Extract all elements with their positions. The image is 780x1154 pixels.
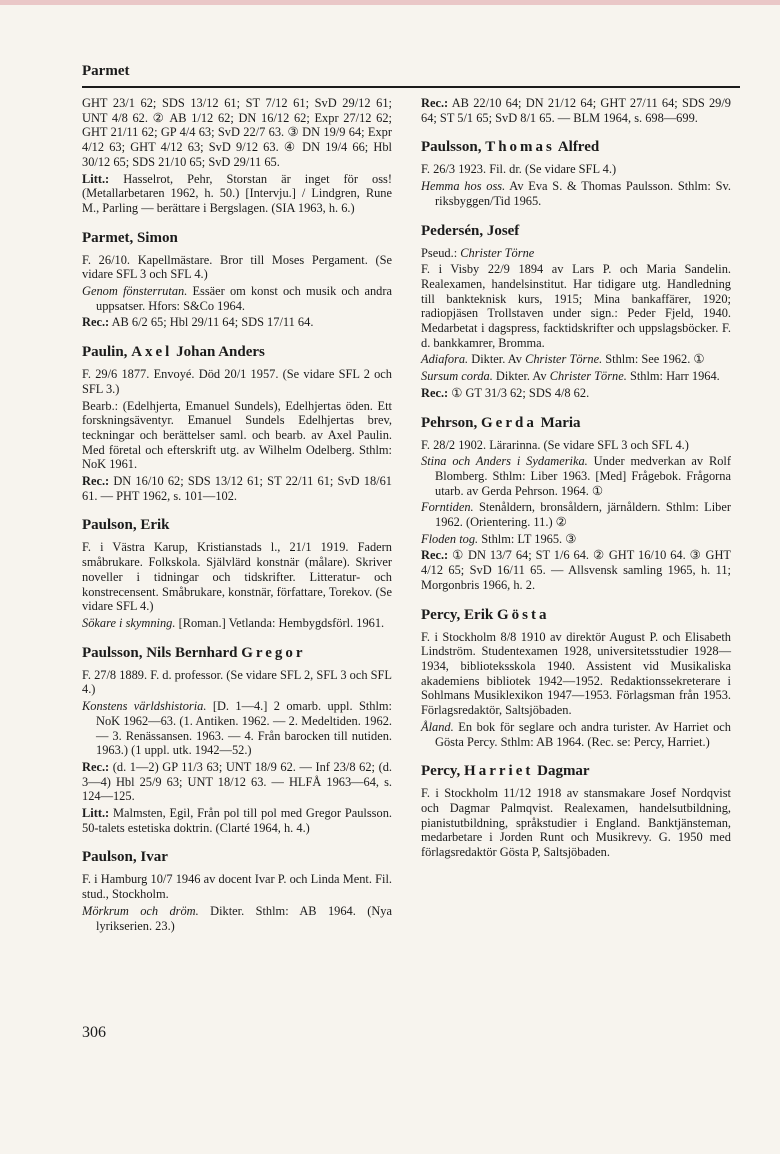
- heading-part: Dagmar: [533, 763, 590, 780]
- heading-part: Paulsson,: [421, 139, 486, 156]
- work-item: [421, 454, 731, 498]
- work-details: Essäer om konst och musik och andra uppsatser. Hfors: S&Co 1964.: [96, 284, 392, 313]
- work-title: Adiafora.: [421, 352, 469, 367]
- bio-text: F. 26/3 1923. Fil. dr. (Se vidare SFL 4.): [421, 162, 617, 177]
- work-title: Sökare i skymning.: [82, 615, 176, 630]
- bio-text: F. i Visby 22/9 1894 av Lars P. och Maria Sandelin. Realexamen, handelsinstitut. Har tidigare utg. Handledning till bankteknisk kurs, 1915; Mina bankaffärer, 1920; radiopjäsen Trollstaven under sign.: Peder Fjeld, 1940. Medarbetat i dagspress, facktidskrifter och uppslagsböcker. F. d. bankkamrer, Bromma.: [421, 262, 731, 350]
- entry-parmet-simon: [82, 230, 392, 331]
- work-details: Under medverkan av Rolf Blomberg. Sthlm: Liber 1963. [Med] Frågebok. Frågorna utarb. av Gerda Pehrson. 1964. ①: [435, 454, 731, 498]
- work-title: Mörkrum och dröm.: [82, 903, 199, 918]
- entry-paulsson-nils: [82, 645, 392, 836]
- pseud-name: Christer Törne: [460, 245, 535, 260]
- heading-part: Percy,: [421, 763, 465, 780]
- work-details: Dikter. Av: [468, 352, 526, 367]
- entry-heading: [421, 763, 731, 780]
- reviews-text: [421, 386, 731, 401]
- entry-heading: Pedersén, Josef: [421, 222, 520, 239]
- bio-text: F. 29/6 1877. Envoyé. Död 20/1 1957. (Se vidare SFL 2 och SFL 3.): [82, 367, 392, 396]
- entry-percy-harriet: [421, 763, 731, 860]
- rec-label: Rec.:: [421, 385, 449, 400]
- heading-part: Pehrson,: [421, 414, 481, 431]
- page-edge: [0, 0, 780, 5]
- work-item: [82, 616, 392, 631]
- work-item: [421, 500, 731, 529]
- work-details: [Roman.] Vetlanda: Hembygdsförl. 1961.: [175, 615, 385, 630]
- entry-percy-erik: [421, 607, 731, 750]
- reviews-text: GHT 23/1 62; SDS 13/12 61; ST 7/12 61; SvD 29/12 61; UNT 4/8 62. ② AB 1/12 62; DN 16/12 62; Expr 27/12 62; GHT 21/11 62; GP 4/4 63; SvD 22/7 63. ③ DN 19/9 64; Expr 4/12 63; GHT 4/12 63; SvD 9/12 63. ④ DN 19/4 66; Hbl 30/12 65; SDS 21/10 65; SvD 29/11 65.: [82, 96, 392, 169]
- heading-spaced: Gerda: [481, 414, 537, 431]
- rec-text: (d. 1—2) GP 11/3 63; UNT 18/9 62. — Inf 23/8 62; (d. 3—4) Hbl 25/9 63; UNT 18/12 63. — HLFÅ 1963—64, s. 124—125.: [82, 759, 392, 804]
- right-column: [421, 96, 731, 874]
- rec-text: AB 22/10 64; DN 21/12 64; GHT 27/11 64; SDS 29/9 64; ST 5/1 65; SvD 8/1 65. — BLM 1964, s. 698—699.: [421, 96, 731, 125]
- rec-text: ① GT 31/3 62; SDS 4/8 62.: [448, 385, 590, 400]
- work-item: [421, 352, 731, 367]
- work-details: [D. 1—4.] 2 omarb. uppl. Sthlm: NoK 1962—63. (1. Antiken. 1962. — 2. Medeltiden. 1962. — 3. Renässansen. 1963. — 4. Från barocken till nutiden. 1963.) (1 uppl. utk. 1942—52.): [96, 699, 393, 758]
- work-title: Forntiden.: [421, 500, 474, 515]
- heading-part: Alfred: [554, 139, 600, 156]
- rec-label: Rec.:: [82, 474, 110, 489]
- reviews-text: [421, 96, 731, 125]
- reviews-text: [421, 548, 731, 592]
- heading-spaced: Gösta: [496, 606, 550, 623]
- rec-text: ① DN 13/7 64; ST 1/6 64. ② GHT 16/10 64. ③ GHT 4/12 65; SvD 16/11 65. — Allsvensk samling 1965, h. 11; Morgonbris 1966, h. 2.: [421, 548, 731, 592]
- heading-part: Paulin,: [82, 344, 132, 361]
- work-details: Stenåldern, bronsåldern, järnåldern. Sthlm: Liber 1962. (Orientering. 11.) ②: [435, 500, 731, 530]
- entry-pehrson: [421, 415, 731, 593]
- bearb-text: Bearb.: (Edelhjerta, Emanuel Sundels), Edelhjertas öden. Ett forskningsäventyr. Emanuel Sundels Edelhjertas brev, teckningar och berättelser saml. och bearb. av Axel Paulin. Med företal och efterskrift utg. av Wilhelm Odelberg. Sthlm: NoK 1961.: [82, 398, 392, 472]
- rec-label: Rec.:: [82, 315, 110, 330]
- work-item: [82, 699, 392, 758]
- heading-part: Maria: [536, 414, 581, 431]
- heading-spaced: Harriet: [464, 763, 534, 780]
- work-item: [82, 904, 392, 933]
- work-author: Christer Törne.: [525, 352, 603, 367]
- entry-heading: [421, 415, 731, 432]
- litt-label: Litt.:: [82, 171, 110, 186]
- rec-text: AB 6/2 65; Hbl 29/11 64; SDS 17/11 64.: [109, 315, 314, 330]
- entry-paulin: [82, 344, 392, 503]
- entry-paulson-ivar-continued: [421, 96, 731, 125]
- heading-spaced: Thomas: [485, 139, 555, 156]
- reviews-text: [82, 760, 392, 804]
- litt-text: Hasselrot, Pehr, Storstan är inget för oss! (Metallarbetaren 1962, h. 50.) [Intervju.] / Lindgren, Rune M., Parling — berättare i Bergslagen. (SIA 1963, h. 6.): [82, 171, 392, 215]
- heading-part: Johan Anders: [172, 344, 265, 361]
- entry-heading: [82, 645, 392, 662]
- work-item: [421, 532, 731, 547]
- bio-text: F. 27/8 1889. F. d. professor. (Se vidare SFL 2, SFL 3 och SFL 4.): [82, 667, 392, 697]
- entry-paulson-erik: [82, 517, 392, 630]
- bio-text: F. i Stockholm 8/8 1910 av direktör August P. och Elisabeth Lindström. Studentexamen 1928, universitetsstudier 1928—1934, biblioteksskola 1940. Assistent vid Musikaliska akademiens bibliotek 1942—1952. Redaktionssekreterare i Sohlmans Musiklexikon 1947—1953. Förlagsman från 1953. Förlagsredaktör, Saltsjöbaden.: [421, 629, 731, 718]
- work-details: Av Eva S. & Thomas Paulsson. Sthlm: Sv. riksbyggen/Tid 1965.: [435, 179, 732, 208]
- literature-text: [82, 806, 392, 835]
- entry-heading: [421, 607, 731, 624]
- entry-paulsson-thomas: [421, 139, 731, 208]
- heading-spaced: Gregor: [241, 644, 306, 661]
- bio-text: F. 28/2 1902. Lärarinna. (Se vidare SFL 3 och SFL 4.): [421, 437, 689, 452]
- entry-paulson-ivar: [82, 849, 392, 933]
- work-title: Åland.: [421, 719, 454, 734]
- entry-heading: Parmet, Simon: [82, 229, 178, 246]
- header-rule: [82, 86, 740, 88]
- entry-heading: [421, 139, 731, 156]
- work-details: Dikter. Sthlm: AB 1964. (Nya lyrikserien. 23.): [96, 903, 392, 933]
- bio-text: F. i Hamburg 10/7 1946 av docent Ivar P. och Linda Ment. Fil. stud., Stockholm.: [82, 872, 392, 902]
- rec-label: Rec.:: [421, 96, 449, 110]
- work-details: Sthlm: Harr 1964.: [626, 369, 720, 384]
- heading-part: Percy, Erik: [421, 606, 497, 623]
- litt-label: Litt.:: [82, 806, 110, 821]
- entry-heading: Paulson, Erik: [82, 517, 170, 534]
- page-number: 306: [82, 1024, 106, 1041]
- bio-text: F. i Stockholm 11/12 1918 av stansmakare Josef Nordqvist och Dagmar Palmqvist. Realexamen, handelsutbildning, pianistutbildning, språkstudier i England. Banktjänsteman, medarbetare i Jorden Runt och Musikrevy. G. 1950 med förlagsredaktör Gösta P, Saltsjöbaden.: [421, 786, 731, 860]
- work-item: [421, 369, 731, 384]
- litt-text: Malmsten, Egil, Från pol till pol med Gregor Paulsson. 50-talets estetiska doktrin. (Clarté 1964, h. 4.): [82, 806, 392, 835]
- heading-part: Paulsson, Nils Bernhard: [82, 644, 242, 661]
- entry-pedersen: [421, 223, 731, 401]
- work-title: Stina och Anders i Sydamerika.: [421, 454, 588, 469]
- running-head: Parmet: [82, 63, 130, 79]
- work-title: Sursum corda.: [421, 369, 493, 384]
- work-title: Floden tog.: [421, 531, 479, 546]
- work-title: Genom fönsterrutan.: [82, 284, 188, 299]
- rec-label: Rec.:: [82, 759, 110, 774]
- literature-text: [82, 172, 392, 216]
- work-details: Dikter. Av: [492, 369, 550, 384]
- pseudonym-text: [421, 246, 731, 261]
- rec-label: Rec.:: [421, 548, 449, 563]
- work-title: Hemma hos oss.: [421, 179, 506, 194]
- pseud-label: Pseud.:: [421, 245, 461, 260]
- work-author: Christer Törne.: [549, 369, 627, 384]
- reviews-text: [82, 474, 392, 503]
- heading-spaced: Axel: [131, 344, 173, 361]
- work-item: [82, 284, 392, 313]
- left-column: [82, 96, 392, 947]
- work-item: [421, 179, 731, 208]
- bio-text: F. 26/10. Kapellmästare. Bror till Moses Pergament. (Se vidare SFL 3 och SFL 4.): [82, 252, 392, 282]
- work-details: En bok för seglare och andra turister. Av Harriet och Gösta Percy. Sthlm: AB 1964. (Rec. se: Percy, Harriet.): [435, 719, 731, 749]
- entry-heading: Paulson, Ivar: [82, 849, 168, 866]
- work-details: Sthlm: See 1962. ①: [602, 352, 705, 367]
- work-item: [421, 720, 731, 749]
- work-details: Sthlm: LT 1965. ③: [478, 531, 577, 546]
- work-title: Konstens världshistoria.: [82, 699, 207, 714]
- entry-parmet-continued: [82, 96, 392, 216]
- entry-heading: [82, 344, 392, 361]
- rec-text: DN 16/10 62; SDS 13/12 61; ST 22/11 61; SvD 18/61 61. — PHT 1962, s. 101—102.: [82, 474, 392, 503]
- bio-text: F. i Västra Karup, Kristianstads l., 21/1 1919. Fadern småbrukare. Folkskola. Självlärd konstnär (målare). Skriver noveller i tidningar och tidskrifter. Litteratur- och konstrecensent. Småbrukare, konstnär, författare, Torekov. (Se vidare SFL 4.): [82, 540, 392, 614]
- reviews-text: [82, 315, 392, 330]
